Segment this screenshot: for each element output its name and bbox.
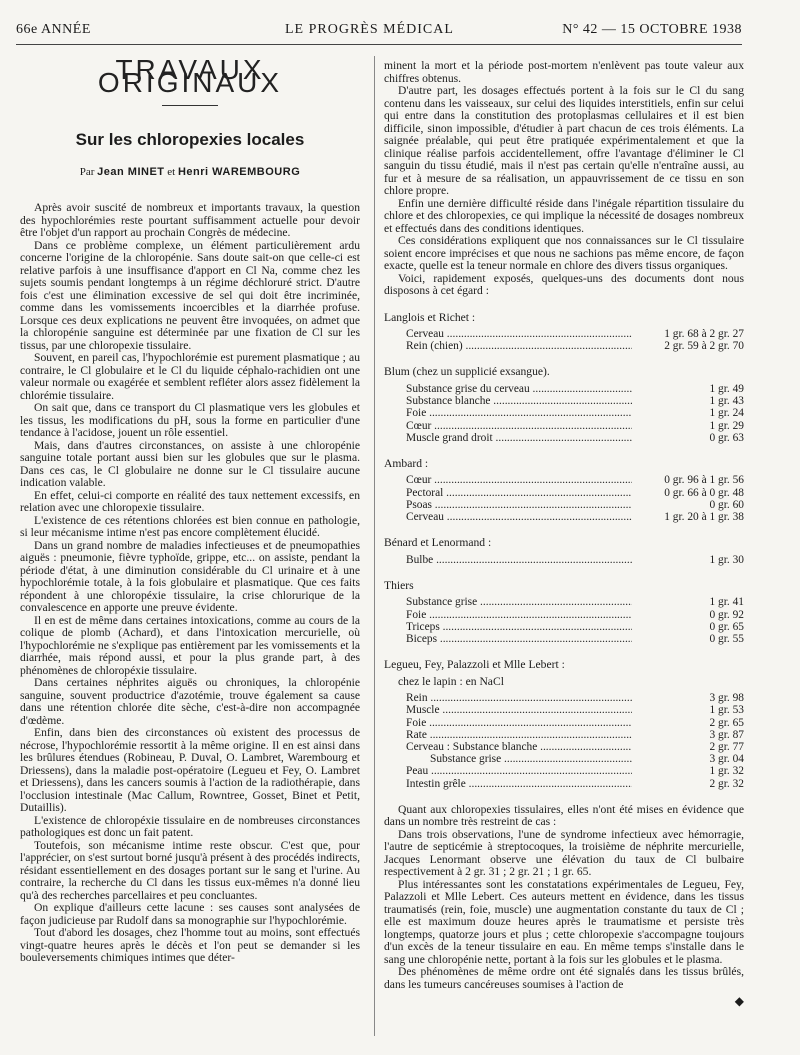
data-row: [384, 487, 744, 499]
running-head-journal: LE PROGRÈS MÉDICAL: [285, 22, 454, 37]
data-label: Pectoral .....: [406, 487, 632, 499]
data-row: [384, 609, 744, 621]
data-group-heading: Langlois et Richet :: [384, 310, 476, 324]
data-label: Rate .....: [406, 729, 632, 741]
header-rule: [16, 44, 742, 45]
paragraph: Souvent, en pareil cas, l'hypochlorémie est purement plasmatique ; au contraire, le Cl globulaire et le Cl du liquide céphalo-rachidien ont une valeur normale ou exagérée et semblent refléter alors assez fidèlement la chlorémie tissulaire.: [20, 351, 360, 402]
data-row: [384, 511, 744, 523]
section-rule: [162, 105, 218, 106]
data-row: [384, 729, 744, 741]
data-value: 1 gr. 29: [709, 419, 744, 432]
data-value: 1 gr. 68 à 2 gr. 27: [664, 328, 744, 340]
data-row: [384, 432, 744, 444]
data-value: 1 gr. 49: [709, 382, 744, 395]
data-group: [384, 366, 744, 444]
data-label: Substance grise .....: [406, 596, 632, 608]
data-label: Rein (chien) .....: [406, 340, 632, 352]
data-value: 0 gr. 60: [709, 498, 744, 511]
data-label: Foie .....: [406, 609, 632, 621]
paragraph: Mais, dans d'autres circonstances, on assiste à une chloropénie sanguine totale portant aussi bien sur les globules que sur le plasma. Dans ces cas, le Cl globulaire ne donne sur le Cl tissulaire aucune indication valable.: [20, 438, 360, 489]
data-value: 0 gr. 55: [709, 633, 744, 646]
section-title: TRAVAUX ORIGINAUX: [97, 54, 283, 98]
running-head-issue: N° 42 — 15 OCTOBRE 1938: [562, 22, 742, 37]
data-group-heading: Bénard et Lenormand :: [384, 536, 492, 550]
data-value: 2 gr. 32: [709, 777, 744, 790]
data-group-heading: Blum (chez un supplicié exsangue).: [384, 365, 550, 379]
paragraph: Enfin, dans bien des circonstances où existent des processus de nécrose, l'hypochlorémie ressortit à la même origine. Il en est ainsi dans les brûlures étendues (Robineau, P. Duval, O. Lambret, Warembourg et Driessens), dans la maladie post-opératoire (Legueu et Fey, O. Lambret et Driessens), dans les cancers soumis à l'action de la radiothérapie, dans l'occlusion intestinale (Mac Callum, Rowntree, Gosset, Binet et Petit, Dutaillis).: [20, 726, 360, 814]
data-group: [384, 580, 744, 645]
paragraph: L'existence de chloropéxie tissulaire en de nombreuses circonstances pathologiques est donc un fait patent.: [20, 813, 360, 839]
paragraph: En effet, celui-ci comporte en réalité des taux nettement excessifs, en relation avec une chloropexie tissulaire.: [20, 488, 360, 514]
data-value: 1 gr. 41: [709, 596, 744, 609]
data-row: [384, 383, 744, 395]
data-tables: [384, 312, 744, 790]
paragraph: Plus intéressantes sont les constatations expérimentales de Legueu, Fey, Palazzoli et Mlle Lebert. Ces auteurs mettent en évidence, dans les tissus traumatisés (rein, foie, muscle) une augmentation constante du taux de Cl ; elle est maximum douze heures après le traumatisme et persiste très longtemps, quatorze jours et plus ; cette chloropexie s'accompagne toujours d'un excès de la teneur tissulaire en eau. En même temps s'installe dans le sang une chloropénie nette, portant à la fois sur les globules et le plasma.: [384, 877, 744, 966]
author-2: Henri WAREMBOURG: [177, 165, 301, 178]
data-row: [384, 407, 744, 419]
data-value: 3 gr. 87: [709, 728, 744, 741]
data-label: Substance grise du cerveau .....: [406, 383, 632, 395]
data-group: [384, 458, 744, 523]
paragraph: L'existence de ces rétentions chlorées est bien connue en pathologie, si leur mécanisme intime n'est pas encore complètement élucidé.: [20, 513, 360, 539]
byline: [20, 166, 360, 179]
data-row: [384, 633, 744, 645]
data-row: [384, 753, 744, 765]
data-label: Substance grise .....: [430, 753, 632, 765]
paragraph: Ces considérations expliquent que nos connaissances sur le Cl tissulaire soient encore imprécises et que nous ne sachions pas même encore, de façon exacte, quelle est la teneur normale en chlore des divers tissus organiques.: [384, 234, 744, 272]
data-label: Biceps .....: [406, 633, 632, 645]
data-label: Substance blanche .....: [406, 395, 632, 407]
byline-et: et: [167, 165, 176, 178]
running-head-year: 66e ANNÉE: [16, 22, 91, 37]
data-group-heading: Legueu, Fey, Palazzoli et Mlle Lebert :: [384, 658, 565, 672]
data-row: [384, 554, 744, 566]
data-row: [384, 474, 744, 486]
article-title: Sur les chloropexies locales: [75, 130, 305, 149]
data-label: Psoas .....: [406, 499, 632, 511]
left-column: [20, 54, 360, 965]
data-value: 3 gr. 04: [709, 753, 744, 766]
data-value: 1 gr. 53: [709, 704, 744, 717]
paragraph: Après avoir suscité de nombreux et importants travaux, la question des hypochlorémies reste pourtant suffisamment actuelle pour devoir être l'objet d'un rapport au prochain Congrès de médecine.: [20, 201, 360, 239]
right-column: [384, 60, 744, 1008]
data-row: [384, 596, 744, 608]
data-group-heading: Ambard :: [384, 456, 429, 470]
data-row: [384, 420, 744, 432]
left-body: [20, 202, 360, 965]
data-label: Triceps .....: [406, 621, 632, 633]
data-value: 3 gr. 98: [709, 692, 744, 705]
paragraph: Dans ce problème complexe, un élément particulièrement ardu concerne l'origine de la chloropénie. Sans doute sait-on que celle-ci est relative parfois à une insuffisance d'apport en Cl Na, comme chez les sujets soumis pendant longtemps à un régime déchloruré strict. D'autre fois c'est une élimination excessive de sel qui doit être incriminée, comme dans les vomissements incoercibles et la diarrhée profuse. Lorsque ces deux explications ne peuvent être invoquées, on admet que la chloropénie sanguine est déterminée par une fixation de Cl sur les tissus, par une chloropexie tissulaire.: [20, 238, 360, 352]
data-label: Bulbe .....: [406, 554, 632, 566]
data-label: Foie .....: [406, 407, 632, 419]
data-value: 0 gr. 66 à 0 gr. 48: [664, 486, 744, 499]
data-value: 0 gr. 96 à 1 gr. 56: [664, 474, 744, 487]
right-intro: [384, 60, 744, 298]
data-label: Cœur .....: [406, 474, 632, 486]
data-group: [384, 312, 744, 353]
data-label: Cœur .....: [406, 420, 632, 432]
data-row: [384, 717, 744, 729]
data-row: [384, 621, 744, 633]
data-value: 0 gr. 92: [709, 608, 744, 621]
paragraph: Dans un grand nombre de maladies infectieuses et de pneumopathies aiguës : pneumonie, fièvre typhoïde, grippe, etc... on assiste, pendant la période d'état, à une diminution considérable du Cl urinaire et à une hypochlorémie totale, à la fois globulaire et plasmatique. Que ces faits répondent à une chloropéxie tissulaire, la crise chlorurique de la convalescence en apporte une preuve évidente.: [20, 538, 360, 614]
column-divider: [374, 56, 375, 1036]
data-group: [384, 659, 744, 790]
paragraph: Enfin une dernière difficulté réside dans l'inégale répartition tissulaire du chlore et des chloropexies, ce qui implique la nécessité de dosages nombreux et effectués dans des conditions identiques.: [384, 196, 744, 235]
paragraph: Des phénomènes de même ordre ont été signalés dans les tissus brûlés, dans les tumeurs cancéreuses soumises à l'action de: [384, 965, 744, 991]
paragraph: minent la mort et la période post-mortem n'enlèvent pas toute valeur aux chiffres obtenus.: [384, 59, 744, 85]
data-value: 0 gr. 63: [709, 431, 744, 444]
data-group-heading: Thiers: [384, 578, 414, 592]
data-group-subheading: chez le lapin : en NaCl: [398, 674, 504, 688]
data-row: [384, 340, 744, 352]
data-row: [384, 499, 744, 511]
data-value: 1 gr. 20 à 1 gr. 38: [664, 511, 744, 524]
data-label: Cerveau .....: [406, 511, 632, 523]
paragraph: Dans certaines néphrites aiguës ou chroniques, la chloropénie sanguine, souvent productrice d'azotémie, trouve également sa cause dans une rétention chlorée dite sèche, c'est-à-dire non accompagnée d'œdème.: [20, 676, 360, 727]
data-row: [384, 778, 744, 790]
paragraph: Quant aux chloropexies tissulaires, elles n'ont été mises en évidence que dans un nombre très restreint de cas :: [384, 802, 744, 829]
data-row: [384, 741, 744, 753]
paragraph: Voici, rapidement exposés, quelques-uns des documents dont nous disposons à cet égard :: [384, 271, 744, 297]
data-label: Intestin grêle .....: [406, 778, 632, 790]
data-label: Cerveau : Substance blanche .....: [406, 741, 632, 753]
data-label: Rein .....: [406, 692, 632, 704]
data-value: 2 gr. 65: [709, 716, 744, 729]
right-outro: [384, 804, 744, 992]
data-label: Foie .....: [406, 717, 632, 729]
byline-par: Par: [79, 165, 95, 178]
data-value: 0 gr. 65: [709, 620, 744, 633]
data-row: [384, 395, 744, 407]
paragraph: Il en est de même dans certaines intoxications, comme au cours de la colique de plomb (Achard), et dans l'intoxication mercurielle, où l'hypochlorémie ne s'explique pas entièrement par les vomissements et la diarrhée, mais répond aussi, et pour la plus grande part, à des phénomènes de chloropéxie tissulaire.: [20, 613, 360, 677]
paragraph: Tout d'abord les dosages, chez l'homme tout au moins, sont effectués vingt-quatre heures après le décès et l'on peut se demander si les bouleversements chimiques intimes que déter-: [20, 926, 360, 964]
data-value: 1 gr. 32: [709, 765, 744, 778]
data-value: 2 gr. 77: [709, 741, 744, 754]
data-value: 1 gr. 43: [709, 395, 744, 408]
data-row: [384, 692, 744, 704]
data-label: Muscle grand droit .....: [406, 432, 632, 444]
data-row: [384, 704, 744, 716]
paragraph: Dans trois observations, l'une de syndrome infectieux avec hémorragie, l'autre de septicémie à streptocoques, la troisième de néphrite mercurielle, Jacques Lenormant observe une élévation du taux de Cl bulbaire respectivement à 2 gr. 31 ; 2 gr. 21 ; 1 gr. 65.: [384, 827, 744, 879]
data-label: Peau .....: [406, 765, 632, 777]
data-row: [384, 765, 744, 777]
data-label: Muscle .....: [406, 704, 632, 716]
data-row: [384, 328, 744, 340]
data-group: [384, 537, 744, 566]
data-label: Cerveau .....: [406, 328, 632, 340]
data-value: 1 gr. 24: [709, 407, 744, 420]
end-mark: ◆: [734, 994, 744, 1009]
paragraph: Toutefois, son mécanisme intime reste obscur. C'est que, pour l'apprécier, on s'est surtout borné jusqu'à présent à des procédés indirects, résidant essentiellement en des dosages portant sur le sang et l'urine. Au contraire, la recherche du Cl dans les tissus eux-mêmes n'a donné lieu qu'à des recherches parcellaires et peu concluantes.: [20, 838, 360, 902]
paragraph: D'autre part, les dosages effectués portent à la fois sur le Cl du sang contenu dans les vaisseaux, sur celui des liquides interstitiels, enfin sur celui qui entre dans la constitution des protoplasmas cellulaires et il est bien difficile, sinon impossible, d'étudier à part chacun de ces trois éléments. La saignée préalable, qui peut être pratiquée expérimentalement et que la clinique réalise parfois accidentellement, offre l'avantage d'éliminer le Cl sanguin du tissu étudié, mais il n'est pas certain qu'elle n'entraîne aussi, au fur et à mesure de sa réalisation, un appauvrissement de ce tissu en son chlore propre.: [384, 84, 744, 197]
author-1: Jean MINET: [97, 165, 165, 178]
paragraph: On explique d'ailleurs cette lacune : ses causes sont analysées de façon judicieuse par Rudolf dans sa monographie sur l'hypochlorémie.: [20, 901, 360, 927]
data-value: 1 gr. 30: [709, 553, 744, 566]
data-value: 2 gr. 59 à 2 gr. 70: [664, 340, 744, 353]
paragraph: On sait que, dans ce transport du Cl plasmatique vers les globules et les tissus, les modifications du pH, sous la forme en particulier d'une tendance à l'acidose, jouent un rôle essentiel.: [20, 401, 360, 439]
